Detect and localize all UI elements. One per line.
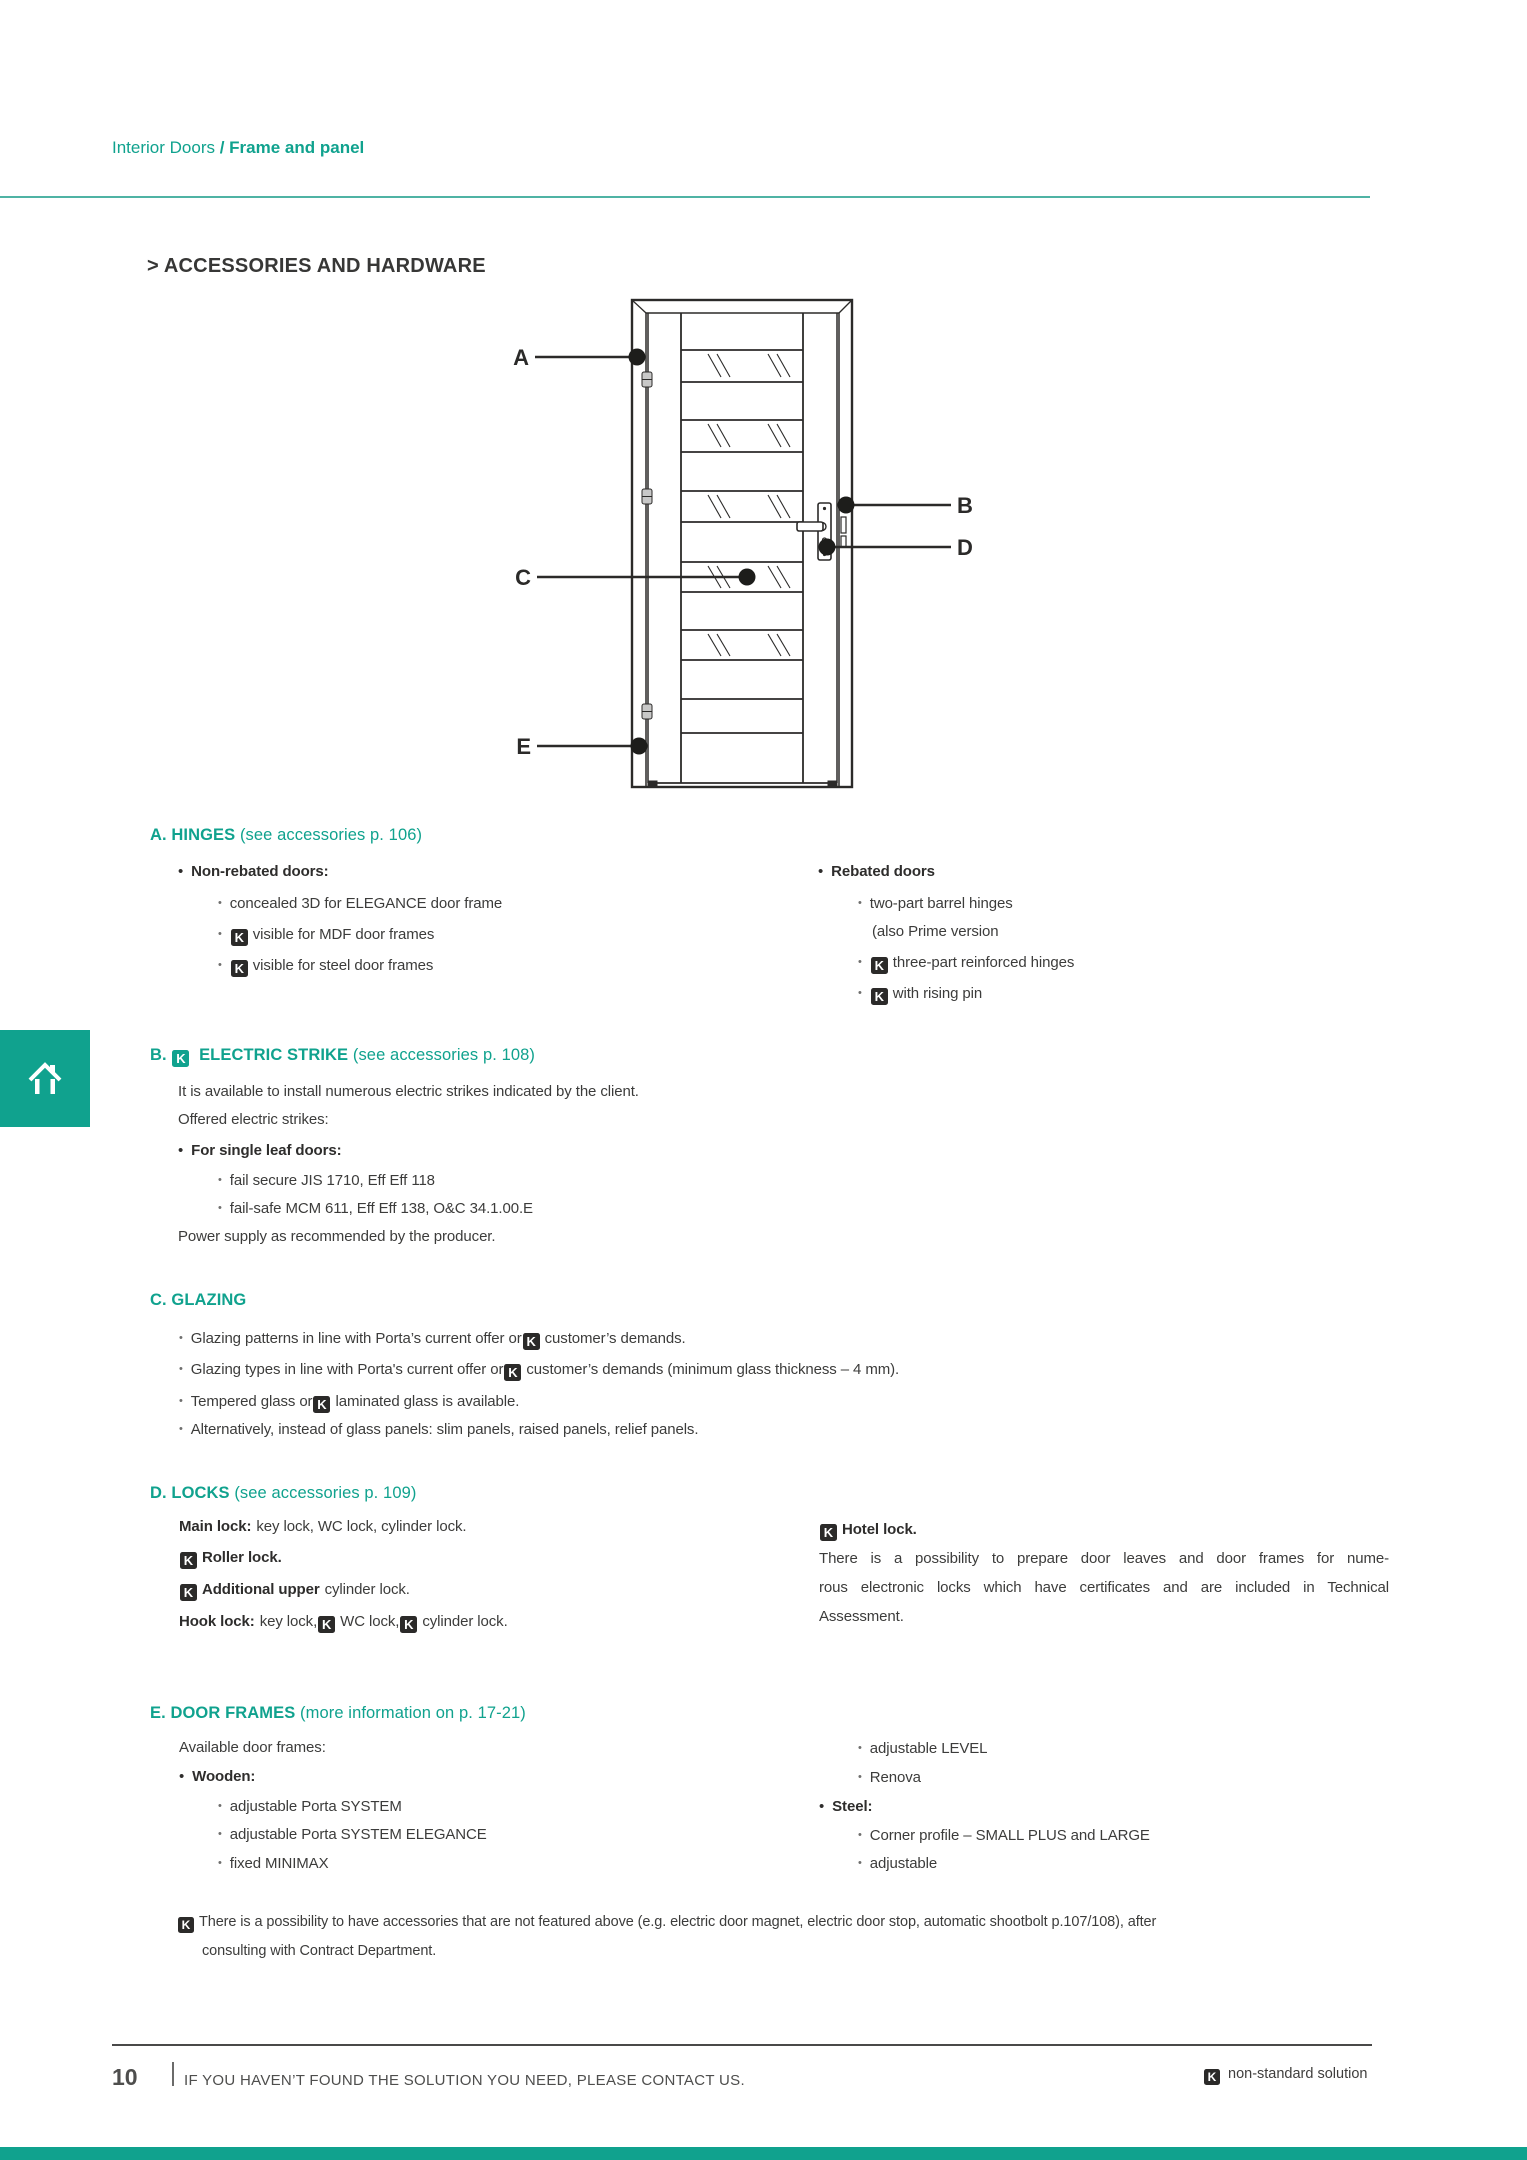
section-locks-ref: (see accessories p. 109) <box>234 1484 417 1502</box>
non-standard-icon: K <box>178 1917 194 1933</box>
non-standard-icon: K <box>172 1050 189 1067</box>
list-item: • Corner profile – SMALL PLUS and LARGE <box>858 1825 1150 1846</box>
breadcrumb-separator: / <box>219 138 225 157</box>
strike-plate <box>841 517 846 547</box>
footnote: K There is a possibility to have accessories that are not featured above (e.g. electric door magnet, electric door stop, automatic shootbolt p.107/108), after <box>177 1912 1156 1933</box>
footer-legend-label: non-standard solution <box>1228 2066 1368 2082</box>
non-standard-icon: K <box>523 1333 540 1350</box>
label-b: B <box>957 493 973 518</box>
section-glazing-heading: C. GLAZING <box>150 1291 247 1309</box>
paragraph-line: There is a possibility to prepare door leaves and door frames for nume- <box>819 1550 1389 1567</box>
home-icon <box>18 1052 72 1106</box>
list-item: • two-part barrel hinges <box>858 893 1013 914</box>
list-item: (also Prime version <box>872 923 999 940</box>
list-item: K Roller lock. <box>179 1548 282 1569</box>
paragraph: Offered electric strikes: <box>178 1111 329 1128</box>
hinges <box>642 372 652 719</box>
paragraph: It is available to install numerous electric strikes indicated by the client. <box>178 1083 639 1100</box>
list-item: • adjustable Porta SYSTEM <box>218 1796 402 1817</box>
list-item: • Tempered glass or K laminated glass is available. <box>179 1391 519 1413</box>
diagram-dots <box>629 349 855 755</box>
list-item: • K with rising pin <box>858 983 982 1005</box>
paragraph-line: rous electronic locks which have certificates and are included in Technical <box>819 1579 1389 1596</box>
diagram-callouts <box>535 357 951 746</box>
section-locks-heading: D. LOCKS (see accessories p. 109) <box>150 1484 417 1502</box>
list-item: K Additional upper cylinder lock. <box>179 1580 410 1601</box>
non-standard-icon: K <box>180 1584 197 1601</box>
footer-legend <box>1204 2066 1367 2085</box>
bottom-accent-bar <box>0 2147 1527 2160</box>
list-item: • fail secure JIS 1710, Eff Eff 118 <box>218 1170 435 1191</box>
paragraph: Power supply as recommended by the producer. <box>178 1228 496 1245</box>
non-standard-icon: K <box>504 1364 521 1381</box>
non-standard-icon: K <box>871 988 888 1005</box>
footer-message: IF YOU HAVEN’T FOUND THE SOLUTION YOU NEED, PLEASE CONTACT US. <box>184 2072 745 2089</box>
section-electric-strike-ref: (see accessories p. 108) <box>352 1046 536 1064</box>
list-item: • K visible for steel door frames <box>218 955 433 977</box>
paragraph: Available door frames: <box>179 1739 326 1756</box>
non-standard-icon: K <box>313 1396 330 1413</box>
non-standard-icon: K <box>871 957 888 974</box>
label-d: D <box>957 535 973 560</box>
non-standard-icon: K <box>1204 2069 1220 2085</box>
breadcrumb <box>112 138 364 158</box>
list-item: • Glazing types in line with Porta's current offer or K customer’s demands (minimum glass thickness – 4 mm). <box>179 1359 899 1381</box>
non-standard-icon: K <box>318 1616 335 1633</box>
section-hinges-ref: (see accessories p. 106) <box>239 826 423 844</box>
non-standard-icon: K <box>180 1552 197 1569</box>
list-header: • Non-rebated doors: <box>178 862 329 882</box>
footnote-line2: consulting with Contract Department. <box>202 1943 437 1959</box>
section-door-frames-ref: (more information on p. 17-21) <box>300 1704 526 1722</box>
list-item: K Hotel lock. <box>819 1520 917 1541</box>
list-item: • Alternatively, instead of glass panels: slim panels, raised panels, relief panels. <box>179 1419 698 1440</box>
list-item: • K visible for MDF door frames <box>218 924 434 946</box>
page-title: > ACCESSORIES AND HARDWARE <box>147 255 486 277</box>
list-item: • adjustable <box>858 1853 937 1874</box>
list-item: • K three-part reinforced hinges <box>858 952 1074 974</box>
list-item: • Renova <box>858 1767 921 1788</box>
list-header: • Wooden: <box>179 1767 255 1787</box>
breadcrumb-section: Interior Doors <box>112 138 220 157</box>
section-door-frames-heading: E. DOOR FRAMES (more information on p. 17-21) <box>150 1704 526 1722</box>
label-e: E <box>516 734 531 759</box>
door-diagram <box>505 293 975 798</box>
label-a: A <box>513 345 529 370</box>
header-divider <box>0 196 1370 198</box>
paragraph-line: Assessment. <box>819 1608 904 1625</box>
footer-divider <box>112 2044 1372 2046</box>
non-standard-icon: K <box>231 960 248 977</box>
door-leaf <box>648 313 837 787</box>
page-number: 10 <box>112 2064 138 2090</box>
home-nav-button[interactable] <box>0 1030 90 1127</box>
breadcrumb-subsection: Frame and panel <box>224 138 365 157</box>
list-item: • adjustable Porta SYSTEM ELEGANCE <box>218 1824 487 1845</box>
non-standard-icon: K <box>231 929 248 946</box>
list-header: • For single leaf doors: <box>178 1141 341 1161</box>
list-item: • concealed 3D for ELEGANCE door frame <box>218 893 502 914</box>
non-standard-icon: K <box>820 1524 837 1541</box>
list-item: • fixed MINIMAX <box>218 1853 329 1874</box>
list-item: • adjustable LEVEL <box>858 1738 987 1759</box>
list-item: • Glazing patterns in line with Porta’s current offer or K customer’s demands. <box>179 1328 686 1350</box>
section-electric-strike-heading: B. K ELECTRIC STRIKE (see accessories p. 108) <box>150 1046 536 1066</box>
section-hinges-heading: A. HINGES (see accessories p. 106) <box>150 826 423 844</box>
label-c: C <box>515 565 531 590</box>
non-standard-icon: K <box>400 1616 417 1633</box>
list-item: • fail-safe MCM 611, Eff Eff 138, O&C 34.1.00.E <box>218 1198 533 1219</box>
footer-separator <box>172 2062 174 2086</box>
list-item: Main lock: key lock, WC lock, cylinder lock. <box>179 1518 467 1535</box>
list-header: • Rebated doors <box>818 862 935 882</box>
list-header: • Steel: <box>819 1797 872 1817</box>
list-item: Hook lock: key lock, K WC lock, K cylinder lock. <box>179 1613 508 1632</box>
glass-panels <box>708 354 790 656</box>
